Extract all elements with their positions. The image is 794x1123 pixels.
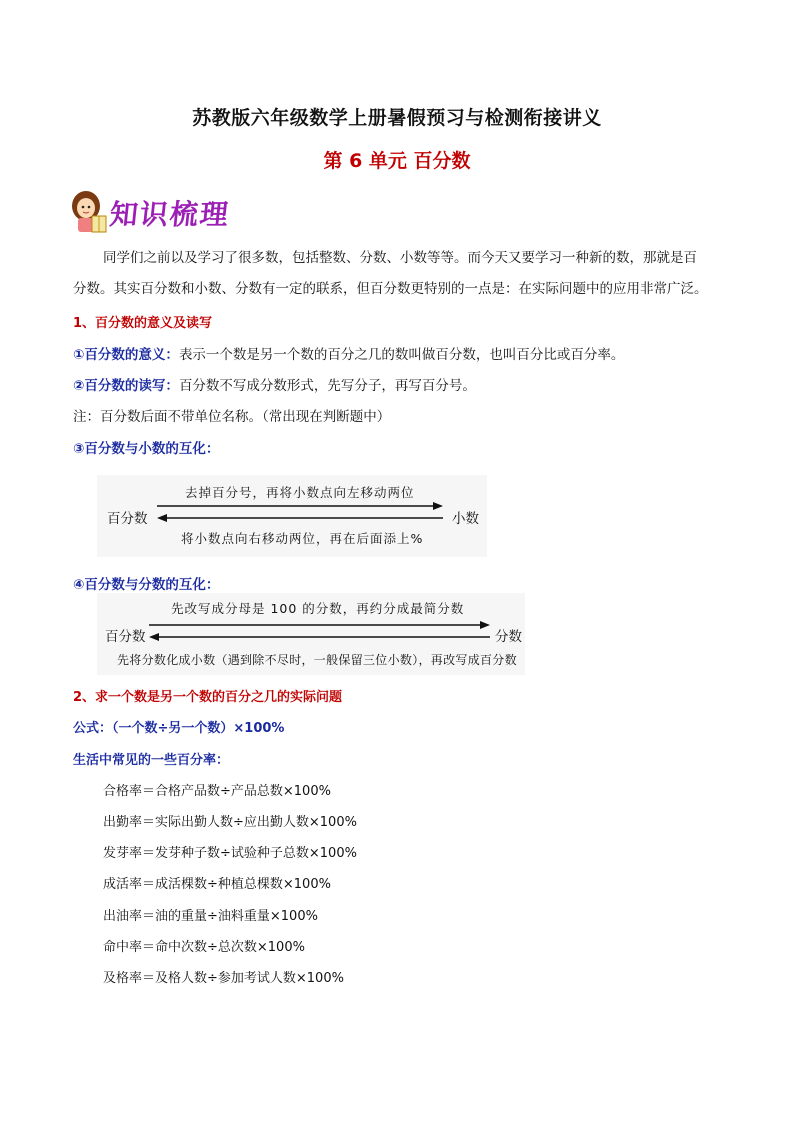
document-title: 苏教版六年级数学上册暑假预习与检测衔接讲义 xyxy=(192,107,602,129)
item-1 xyxy=(73,343,624,363)
diagram-2-right-label: 分数 xyxy=(495,629,522,645)
diagram-1-top-note: 去掉百分号，再将小数点向左移动两位 xyxy=(185,485,415,500)
diagram-2-left-label: 百分数 xyxy=(105,629,146,645)
rate-item: 及格率＝及格人数÷参加考试人数×100% xyxy=(103,971,344,986)
diagram-2-top-note: 先改写成分母是 100 的分数，再约分成最简分数 xyxy=(171,601,465,616)
common-rates-heading: 生活中常见的一些百分率： xyxy=(73,753,230,768)
diagram-1-arrows xyxy=(155,501,445,523)
unit-title: 第 6 单元 百分数 xyxy=(323,150,471,172)
rate-item: 合格率＝合格产品数÷产品总数×100% xyxy=(103,784,331,799)
diagram-2-bottom-note: 先将分数化成小数（遇到除不尽时，一般保留三位小数），再改写成百分数 xyxy=(117,653,517,667)
rate-item: 出油率＝油的重量÷油料重量×100% xyxy=(103,909,318,924)
rate-item: 命中率＝命中次数÷总次数×100% xyxy=(103,940,305,955)
item-1-label: ①百分数的意义： xyxy=(73,347,179,363)
intro-line-1: 同学们之前以及学习了很多数，包括整数、分数、小数等等。而今天又要学习一种新的数，那就是百 xyxy=(103,250,697,266)
intro-line-2: 分数。其实百分数和小数、分数有一定的联系，但百分数更特别的一点是：在实际问题中的应用非常广泛。 xyxy=(73,281,708,297)
item-2-text: 百分数不写成分数形式，先写分子，再写百分号。 xyxy=(178,378,476,394)
knowledge-summary-banner: 知识梳理 xyxy=(108,198,232,231)
note-line: 注：百分数后面不带单位名称。（常出现在判断题中） xyxy=(73,409,391,425)
section-1-heading: 1、百分数的意义及读写 xyxy=(73,316,213,331)
percent-decimal-diagram xyxy=(97,475,487,557)
item-1-text: 表示一个数是另一个数的百分之几的数叫做百分数，也叫百分比或百分率。 xyxy=(178,347,625,363)
percent-fraction-diagram xyxy=(97,593,525,675)
rate-item: 发芽率＝发芽种子数÷试验种子总数×100% xyxy=(103,846,357,861)
item-3-label: ③百分数与小数的互化： xyxy=(73,441,220,457)
section-2-heading: 2、求一个数是另一个数的百分之几的实际问题 xyxy=(73,690,343,705)
diagram-1-bottom-note: 将小数点向右移动两位，再在后面添上% xyxy=(181,531,424,546)
diagram-1-right-label: 小数 xyxy=(452,511,479,527)
item-2 xyxy=(73,374,476,394)
item-4-label: ④百分数与分数的互化： xyxy=(73,577,220,593)
formula-line: 公式：（一个数÷另一个数）×100% xyxy=(73,721,285,736)
diagram-2-arrows xyxy=(147,620,492,642)
diagram-1-left-label: 百分数 xyxy=(107,511,148,527)
rate-item: 成活率＝成活棵数÷种植总棵数×100% xyxy=(103,877,331,892)
item-2-label: ②百分数的读写： xyxy=(73,378,179,394)
rate-item: 出勤率＝实际出勤人数÷应出勤人数×100% xyxy=(103,815,357,830)
